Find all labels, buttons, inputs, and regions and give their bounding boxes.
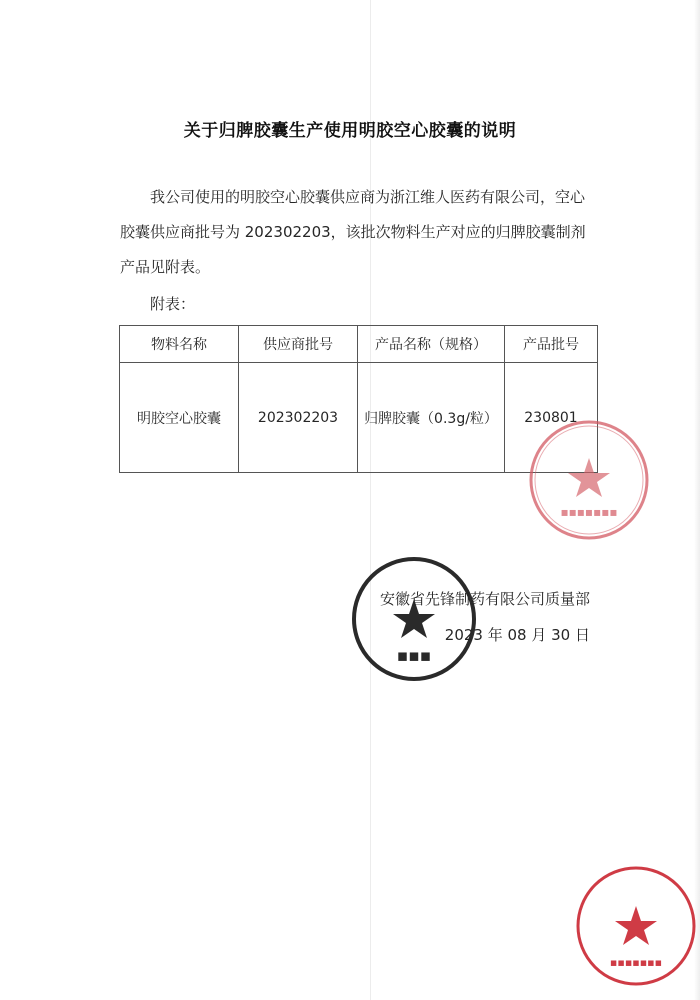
document-body: 我公司使用的明胶空心胶囊供应商为浙江维人医药有限公司，空心胶囊供应商批号为 202302203，该批次物料生产对应的归脾胶囊制剂产品见附表。 — [120, 188, 586, 276]
page-fold-line — [370, 0, 371, 1000]
document-title: 关于归脾胶囊生产使用明胶空心胶囊的说明 — [183, 121, 517, 141]
svg-text:▪▪▪▪▪▪▪: ▪▪▪▪▪▪▪ — [609, 956, 663, 969]
cell-product-batch: 230801 — [505, 363, 598, 473]
cell-supplier-batch: 202302203 — [239, 363, 358, 473]
quality-mgmt-seal-right — [527, 418, 651, 542]
suzhou-seal-bottom — [572, 862, 700, 990]
page-edge-shadow — [694, 0, 700, 1000]
table-row — [120, 363, 598, 473]
column-header-product-batch: 产品批号 — [505, 326, 598, 363]
svg-text:▪▪▪: ▪▪▪ — [396, 646, 432, 666]
appendix-label: 附表： — [150, 295, 196, 313]
signature-date: 2023 年 08 月 30 日 — [444, 626, 590, 644]
column-header-material: 物料名称 — [120, 326, 239, 363]
column-header-supplier-batch: 供应商批号 — [239, 326, 358, 363]
column-header-product-name: 产品名称（规格） — [358, 326, 505, 363]
svg-text:▪▪▪▪▪▪▪: ▪▪▪▪▪▪▪ — [560, 505, 618, 519]
cell-product-name: 归脾胶囊（0.3g/粒） — [358, 363, 505, 473]
quality-dept-seal-mid — [350, 555, 478, 683]
cell-material: 明胶空心胶囊 — [120, 363, 239, 473]
table-header-row — [120, 326, 598, 363]
signer-department: 安徽省先锋制药有限公司质量部 — [379, 590, 590, 608]
